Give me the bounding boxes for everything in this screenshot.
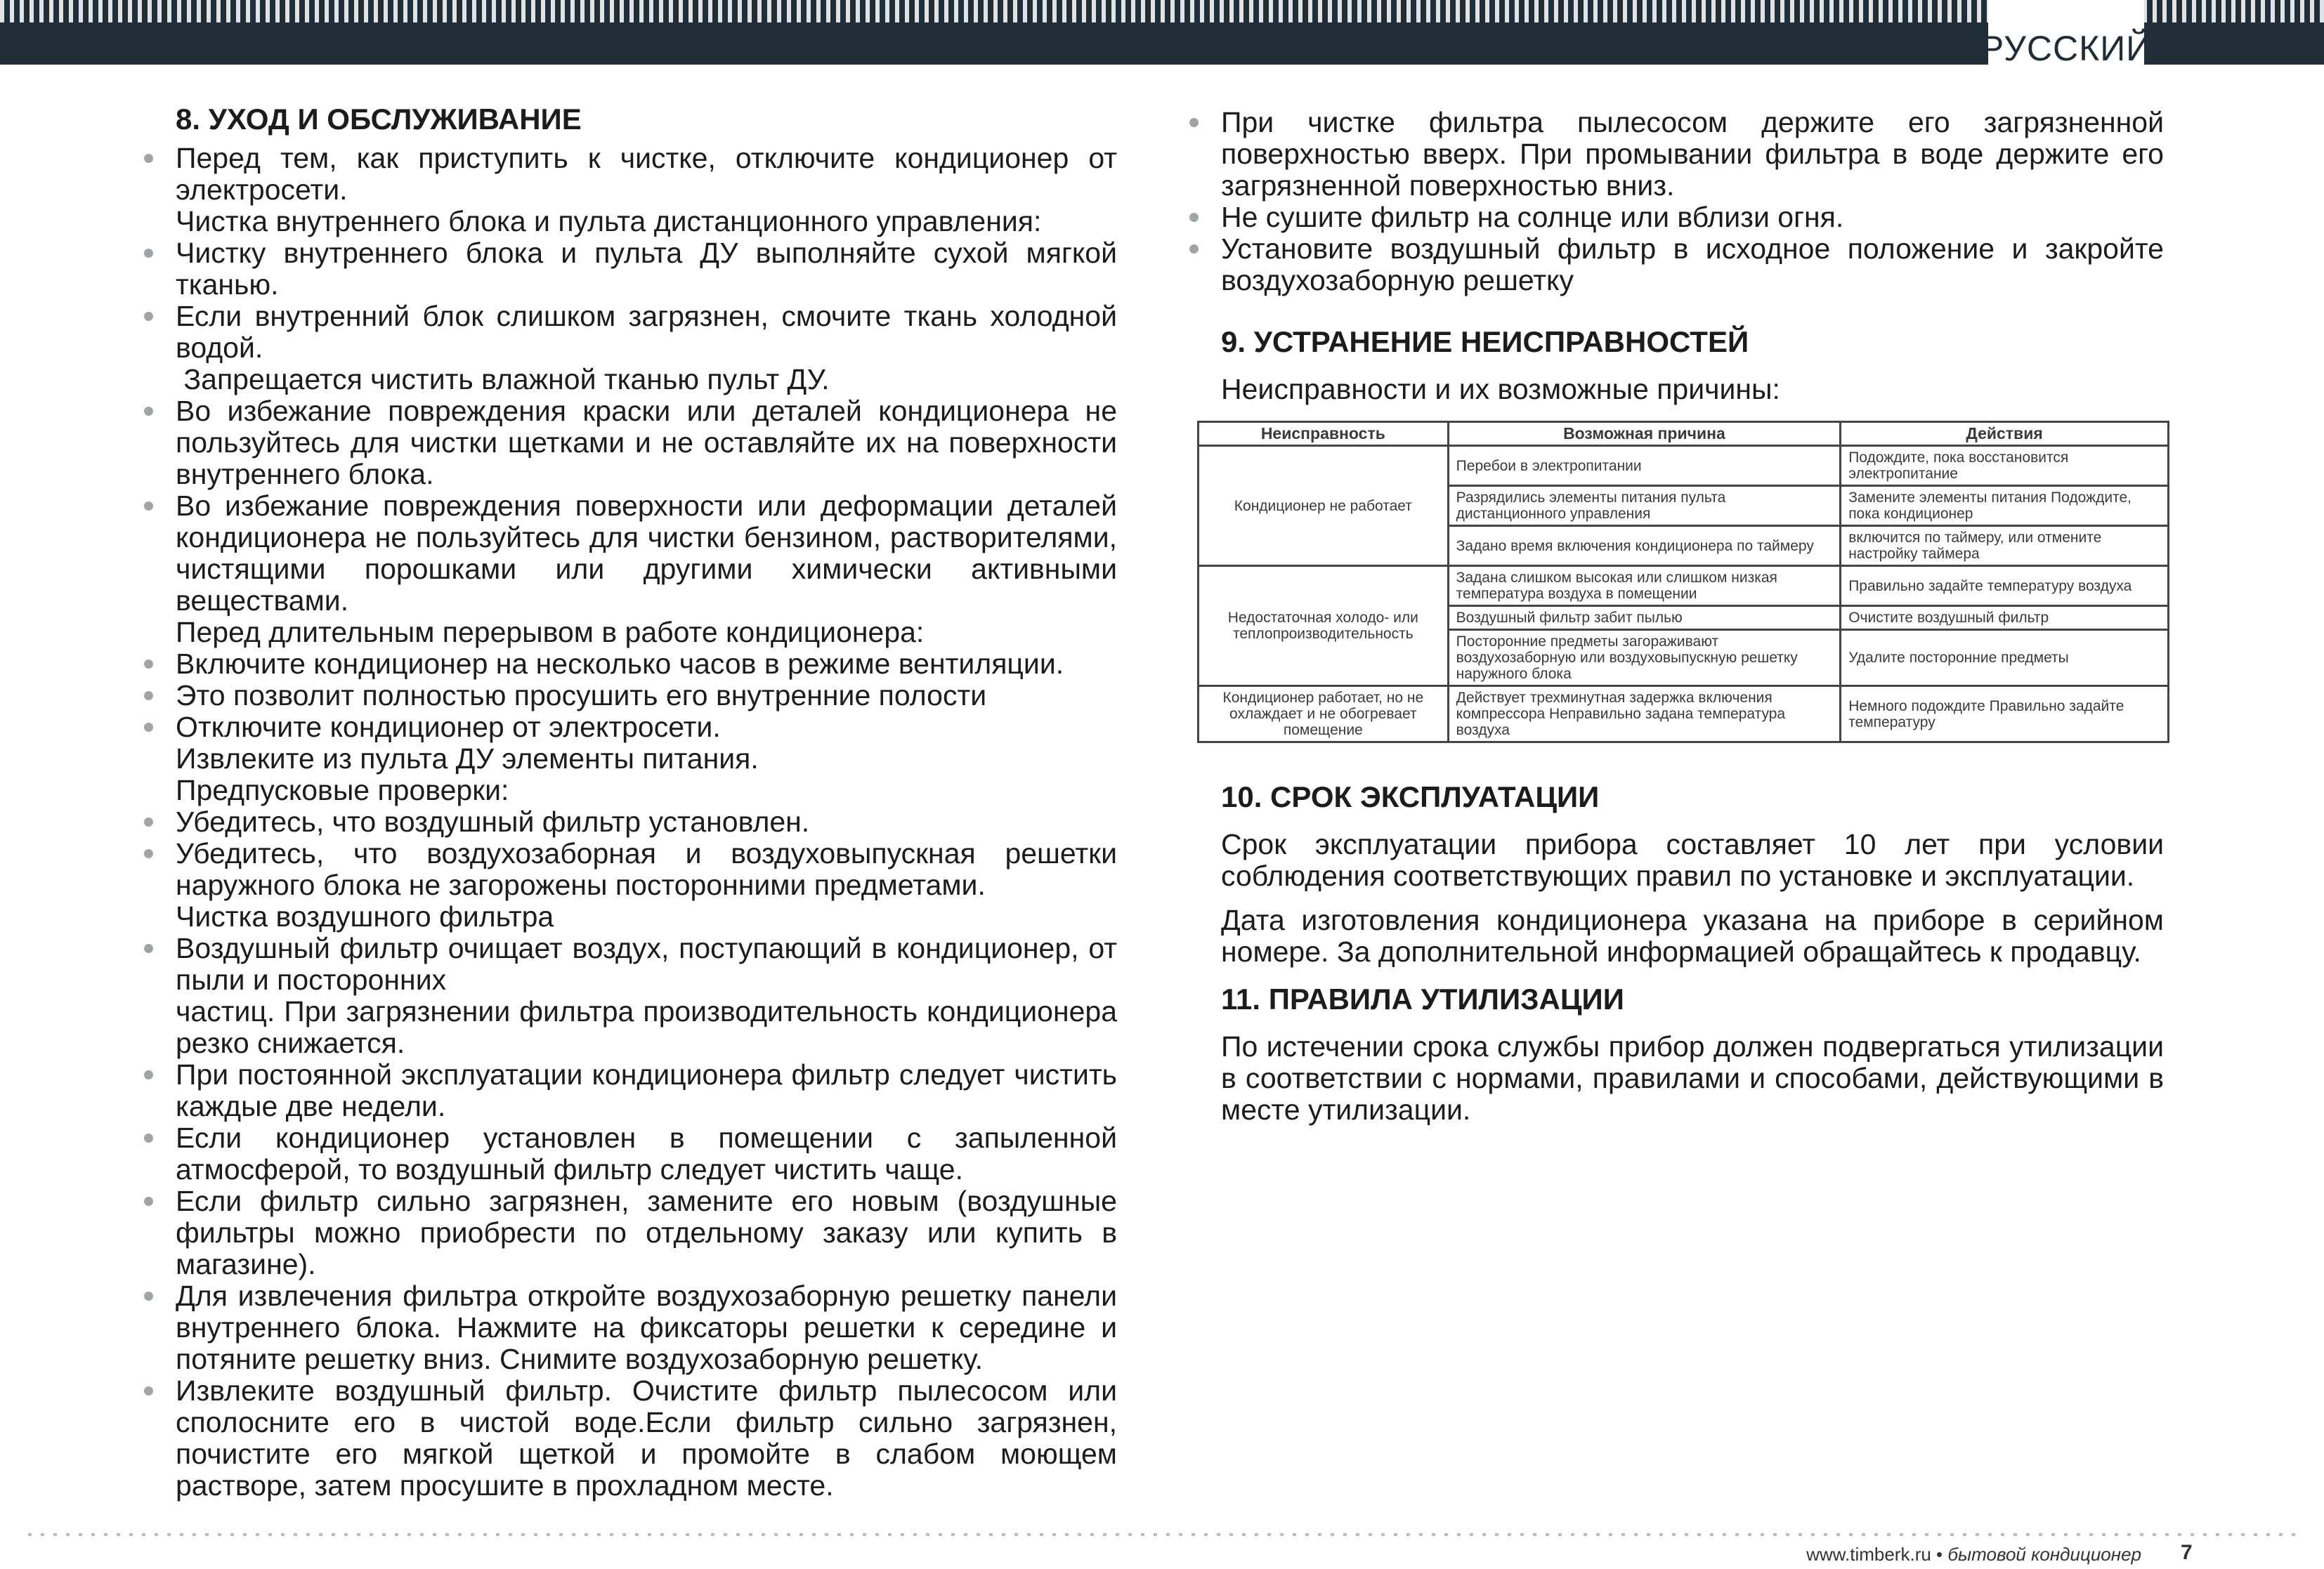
section-9-heading: 9. УСТРАНЕНИЕ НЕИСПРАВНОСТЕЙ bbox=[1221, 325, 1749, 358]
action-cell: Очистите воздушный фильтр bbox=[1841, 606, 2169, 630]
bullet-item: Если внутренний блок слишком загрязнен, смочите ткань холодной водой. bbox=[176, 300, 1117, 364]
cause-cell: Перебои в электропитании bbox=[1448, 446, 1841, 486]
action-cell: Правильно задайте температуру воздуха bbox=[1841, 566, 2169, 606]
fault-cell: Кондиционер работает, но не охлаждает и не обогревает помещение bbox=[1199, 686, 1449, 742]
footer-dotted-line bbox=[28, 1533, 2297, 1536]
cause-cell: Посторонние предметы загораживают воздухозаборную или воздуховыпускную решетку наружного блока bbox=[1448, 630, 1841, 686]
header-fault: Неисправность bbox=[1199, 422, 1449, 446]
footer-separator: • bbox=[1931, 1544, 1948, 1565]
header-cause: Возможная причина bbox=[1448, 422, 1841, 446]
footer-site[interactable]: www.timberk.ru bbox=[1806, 1544, 1931, 1565]
section-11-paragraph: По истечении срока службы прибор должен подвергаться утилизации в соответствии с нормами, правилами и способами, действующими в месте утилизации. bbox=[1221, 1030, 2164, 1126]
cause-cell: Разрядились элементы питания пульта дистанционного управления bbox=[1448, 486, 1841, 526]
header-action: Действия bbox=[1841, 422, 2169, 446]
bullet-item: Для извлечения фильтра откройте воздухозаборную решетку панели внутреннего блока. Нажмите на фиксаторы решетки к середине и потяните решетку вниз. Снимите воздухозаборную решетку. bbox=[176, 1280, 1117, 1375]
bullet-item: При чистке фильтра пылесосом держите его загрязненной поверхностью вверх. При промывании фильтра в воде держите его загрязненной поверхностью вниз. bbox=[1221, 106, 2164, 202]
section-10-paragraph-1: Срок эксплуатации прибора составляет 10 лет при условии соблюдения соответствующих правил по установке и эксплуатации. bbox=[1221, 828, 2164, 892]
bullet-item: Воздушный фильтр очищает воздух, поступающий в кондиционер, от пыли и посторонних bbox=[176, 932, 1117, 996]
right-column bbox=[1221, 107, 2164, 1126]
bullet-item: Если фильтр сильно загрязнен, замените его новым (воздушные фильтры можно приобрести по отдельному заказу или купить в магазине). bbox=[176, 1185, 1117, 1280]
cause-cell: Задана слишком высокая или слишком низкая температура воздуха в помещении bbox=[1448, 566, 1841, 606]
section-11-heading: 11. ПРАВИЛА УТИЛИЗАЦИИ bbox=[1221, 983, 1624, 1016]
bullet-item: Убедитесь, что воздушный фильтр установлен. bbox=[176, 806, 1117, 838]
section-9-subtitle: Неисправности и их возможные причины: bbox=[1221, 373, 1780, 405]
plain-paragraph: Запрещается чистить влажной тканью пульт ДУ. bbox=[176, 363, 830, 395]
bullet-item: Отключите кондиционер от электросети. bbox=[176, 711, 1117, 743]
bullet-item: Во избежание повреждения поверхности или деформации деталей кондиционера не пользуйтесь для чистки бензином, растворителями, чистящими порошками или другими химически активными веществами. bbox=[176, 490, 1117, 617]
header-stripes-right bbox=[2143, 0, 2324, 22]
fault-cell: Недостаточная холодо- или теплопроизводительность bbox=[1199, 566, 1449, 686]
bullet-item: Это позволит полностью просушить его внутренние полости bbox=[176, 680, 1117, 711]
table-header-row bbox=[1199, 422, 2169, 446]
bullet-item: Чистку внутреннего блока и пульта ДУ выполняйте сухой мягкой тканью. bbox=[176, 237, 1117, 301]
troubleshooting-table-wrap bbox=[1197, 421, 2169, 743]
action-cell: Подождите, пока восстановится электропитание bbox=[1841, 446, 2169, 486]
table-row bbox=[1199, 686, 2169, 742]
bullet-item: Во избежание повреждения краски или деталей кондиционера не пользуйтесь для чистки щетками и не оставляйте их на поверхности внутреннего блока. bbox=[176, 395, 1117, 490]
plain-paragraph: Чистка внутреннего блока и пульта дистанционного управления: bbox=[176, 205, 1042, 237]
bullet-item: Включите кондиционер на несколько часов в режиме вентиляции. bbox=[176, 648, 1117, 680]
section-8-body bbox=[176, 143, 1117, 1502]
footer-product: бытовой кондиционер bbox=[1947, 1544, 2141, 1565]
language-label: РУССКИЙ bbox=[1988, 0, 2144, 76]
left-column bbox=[176, 102, 1117, 1502]
bullet-item: Извлеките воздушный фильтр. Очистите фильтр пылесосом или сполосните его в чистой воде.Если фильтр сильно загрязнен, почистите его мягкой щеткой и промойте в слабом моющем растворе, затем просушите в прохладном месте. bbox=[176, 1374, 1117, 1502]
page-number: 7 bbox=[2181, 1541, 2193, 1564]
plain-paragraph: частиц. При загрязнении фильтра производительность кондиционера резко снижается. bbox=[176, 995, 1117, 1059]
action-cell: Удалите посторонние предметы bbox=[1841, 630, 2169, 686]
plain-paragraph: Чистка воздушного фильтра bbox=[176, 900, 554, 933]
bullet-item: Убедитесь, что воздухозаборная и воздуховыпускная решетки наружного блока не загорожены посторонними предметами. bbox=[176, 837, 1117, 901]
plain-paragraph: Извлеките из пульта ДУ элементы питания. bbox=[176, 742, 759, 775]
table-row bbox=[1199, 566, 2169, 606]
bullet-item: При постоянной эксплуатации кондиционера фильтр следует чистить каждые две недели. bbox=[176, 1058, 1117, 1122]
plain-paragraph: Предпусковые проверки: bbox=[176, 774, 509, 806]
bullet-item: Если кондиционер установлен в помещении с запыленной атмосферой, то воздушный фильтр следует чистить чаще. bbox=[176, 1122, 1117, 1186]
action-cell: включится по таймеру, или отмените настройку таймера bbox=[1841, 526, 2169, 566]
plain-paragraph: Перед длительным перерывом в работе кондиционера: bbox=[176, 616, 925, 648]
bullet-item: Перед тем, как приступить к чистке, отключите кондиционер от электросети. bbox=[176, 142, 1117, 206]
fault-cell: Кондиционер не работает bbox=[1199, 446, 1449, 566]
section-10-heading: 10. СРОК ЭКСПЛУАТАЦИИ bbox=[1221, 780, 1600, 813]
cause-cell: Действует трехминутная задержка включения компрессора Неправильно задана температура воздуха bbox=[1448, 686, 1841, 742]
troubleshooting-table bbox=[1197, 421, 2169, 743]
bullet-item: Не сушите фильтр на солнце или вблизи огня. bbox=[1221, 202, 2164, 233]
action-cell: Замените элементы питания Подождите, пока кондиционер bbox=[1841, 486, 2169, 526]
cause-cell: Воздушный фильтр забит пылью bbox=[1448, 606, 1841, 630]
filter-care-list bbox=[1221, 107, 2164, 296]
header-bar bbox=[0, 0, 2324, 65]
action-cell: Немного подождите Правильно задайте температуру bbox=[1841, 686, 2169, 742]
cause-cell: Задано время включения кондиционера по таймеру bbox=[1448, 526, 1841, 566]
table-row bbox=[1199, 446, 2169, 486]
footer-credit bbox=[1806, 1544, 2141, 1565]
section-10-paragraph-2: Дата изготовления кондиционера указана на приборе в серийном номере. За дополнительной информацией обращайтесь к продавцу. bbox=[1221, 904, 2164, 968]
section-8-heading: 8. УХОД И ОБСЛУЖИВАНИЕ bbox=[176, 103, 582, 136]
bullet-item: Установите воздушный фильтр в исходное положение и закройте воздухозаборную решетку bbox=[1221, 232, 2164, 296]
header-stripes bbox=[0, 0, 1995, 22]
